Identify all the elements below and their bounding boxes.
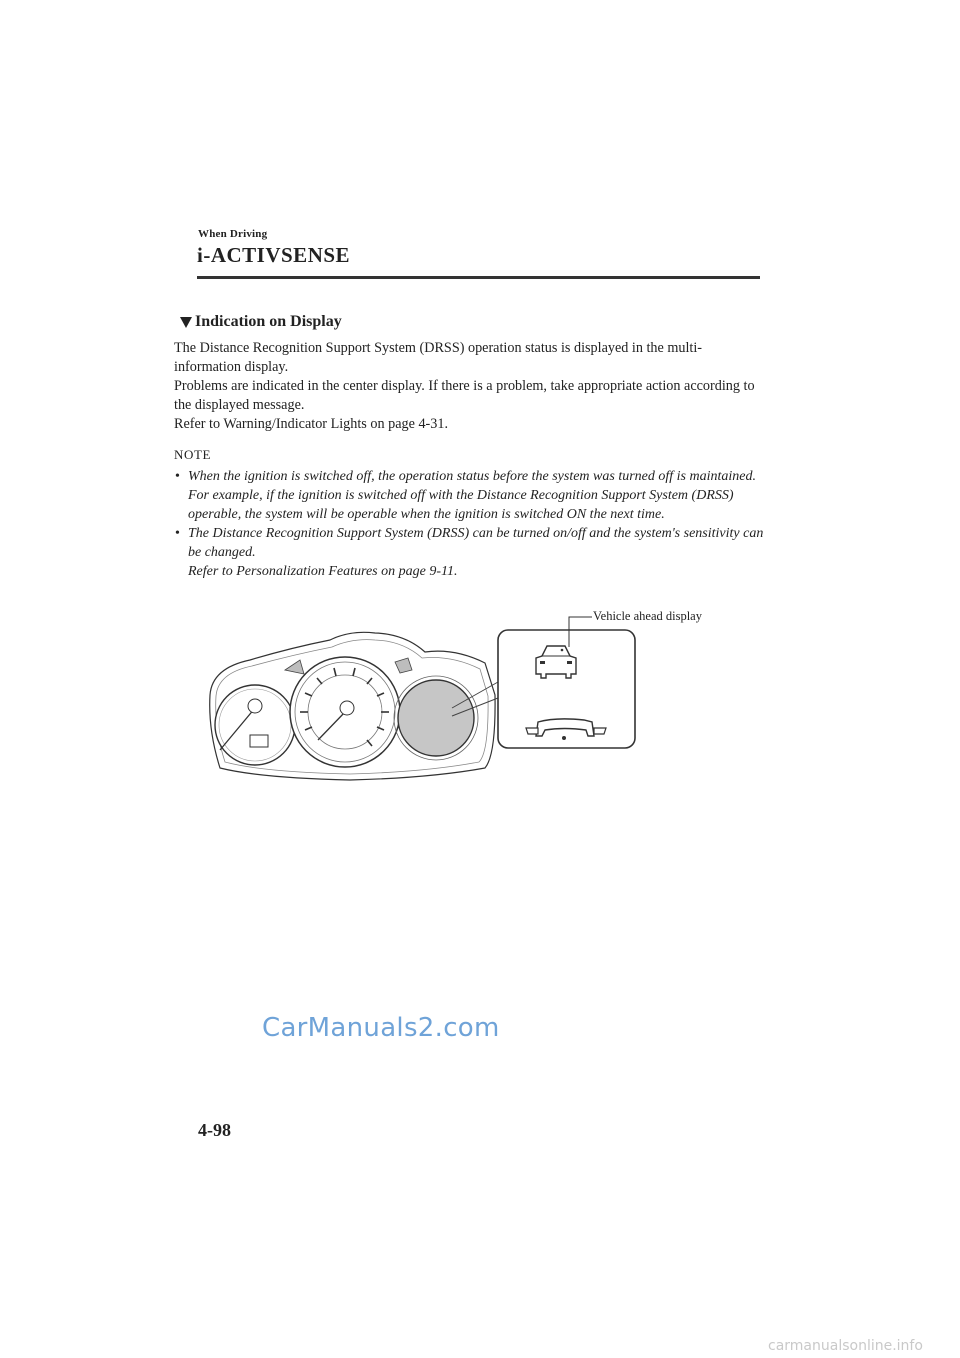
callout-label: Vehicle ahead display (593, 609, 702, 623)
subsection-heading (180, 313, 342, 331)
note-reference: Refer to Personalization Features on page 9-11. (188, 564, 458, 579)
tachometer-display (250, 735, 268, 747)
page-number: 4-98 (198, 1120, 231, 1140)
section-title: i-ACTIVSENSE (197, 243, 351, 267)
tachometer-gauge (215, 685, 295, 765)
indicator-shape-right (395, 658, 412, 673)
triangle-marker-icon (180, 317, 192, 328)
instrument-cluster-illustration (200, 600, 650, 785)
note-item (174, 467, 764, 524)
bullet-icon: • (175, 469, 180, 484)
footer-watermark: carmanualsonline.info (768, 1338, 923, 1354)
note-text: When the ignition is switched off, the operation status before the system was turned off is maintained. For example, if the ignition is switched off with the Distance Recognition Support System (DRSS) operable, the system will be operable when the ignition is switched ON the next time. (188, 469, 756, 522)
bullet-icon: • (175, 526, 180, 541)
paragraph-problems: Problems are indicated in the center display. If there is a problem, take appropriate action according to the displayed message. (174, 378, 755, 413)
note-item (174, 524, 764, 581)
note-list (174, 467, 764, 581)
multi-information-display (398, 680, 474, 756)
paragraph-status: The Distance Recognition Support System (DRSS) operation status is displayed in the multi-information display. (174, 340, 703, 375)
indicator-shape-left (285, 660, 304, 674)
section-label: When Driving (198, 228, 268, 240)
heading-text: Indication on Display (195, 313, 342, 330)
body-text (174, 339, 764, 434)
watermark: CarManuals2.com (262, 1013, 500, 1043)
header-rule (197, 276, 760, 279)
note-text: The Distance Recognition Support System (DRSS) can be turned on/off and the system's sensitivity can be changed. (188, 526, 764, 560)
paragraph-reference: Refer to Warning/Indicator Lights on page 4-31. (174, 416, 448, 432)
note-label: NOTE (174, 447, 212, 462)
